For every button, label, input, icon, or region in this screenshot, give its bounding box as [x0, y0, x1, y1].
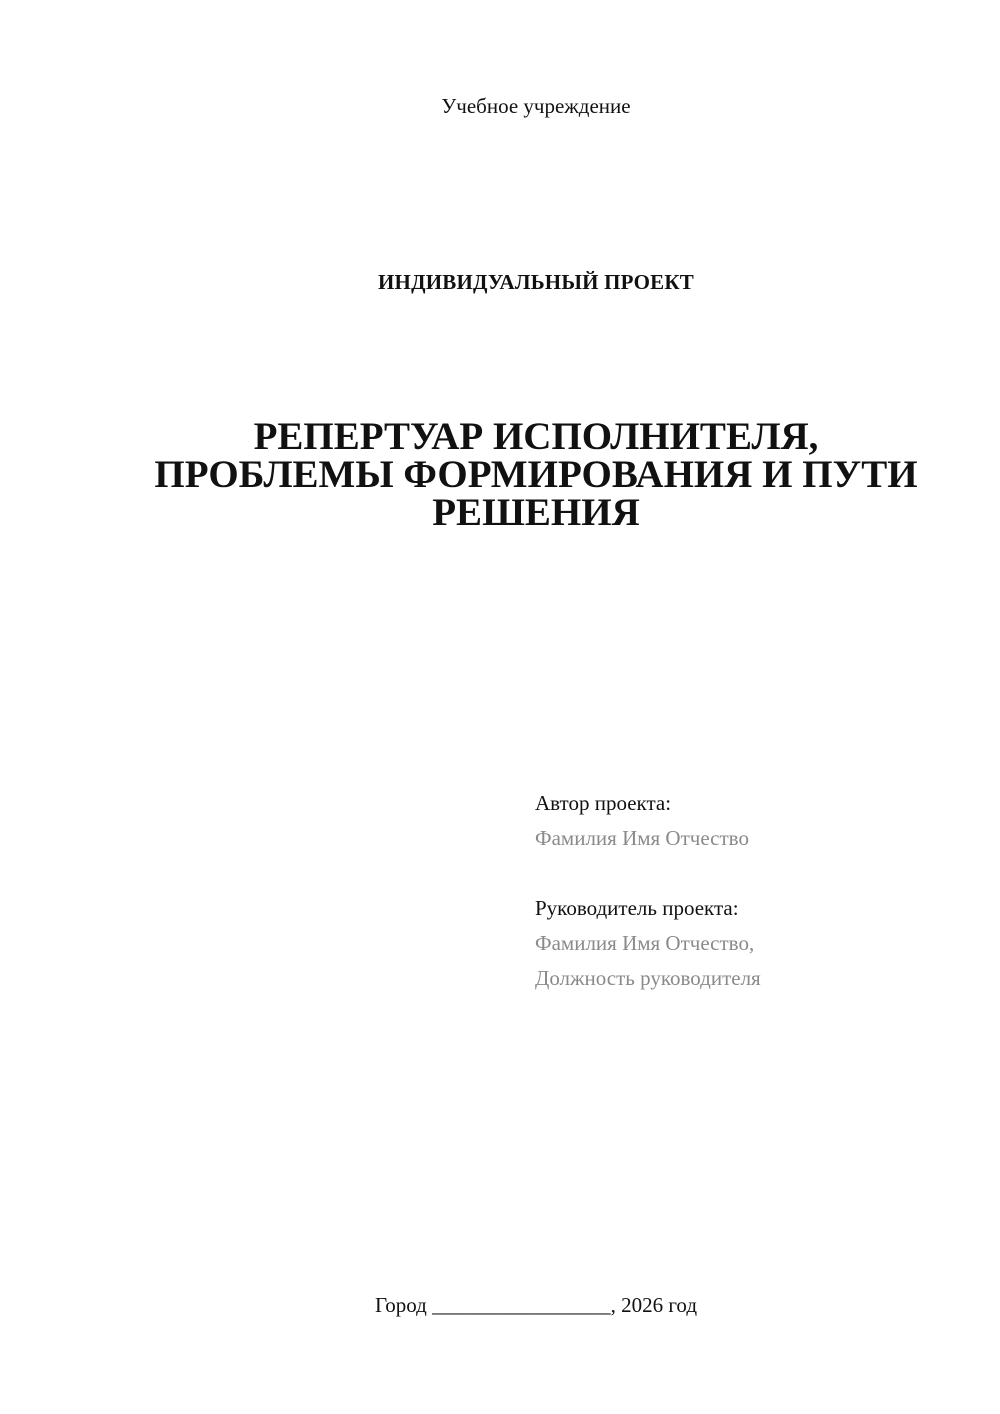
institution-name: Учебное учреждение — [441, 94, 631, 118]
project-title-line-1: РЕПЕРТУАР ИСПОЛНИТЕЛЯ, — [253, 415, 819, 458]
author-name: Фамилия Имя Отчество — [535, 826, 749, 850]
project-title-line-2: ПРОБЛЕМЫ ФОРМИРОВАНИЯ И ПУТИ — [154, 453, 918, 496]
supervisor-block — [535, 891, 955, 996]
author-block — [535, 786, 955, 856]
project-title — [100, 415, 972, 534]
project-title-line-3: РЕШЕНИЯ — [432, 491, 640, 534]
supervisor-position: Должность руководителя — [535, 966, 761, 990]
city-year-line: Город _________________, 2026 год — [374, 1293, 698, 1317]
author-label: Автор проекта: — [535, 791, 672, 815]
supervisor-label: Руководитель проекта: — [535, 896, 739, 920]
project-type-heading: ИНДИВИДУАЛЬНЫЙ ПРОЕКТ — [378, 270, 694, 294]
supervisor-name: Фамилия Имя Отчество, — [535, 931, 755, 955]
